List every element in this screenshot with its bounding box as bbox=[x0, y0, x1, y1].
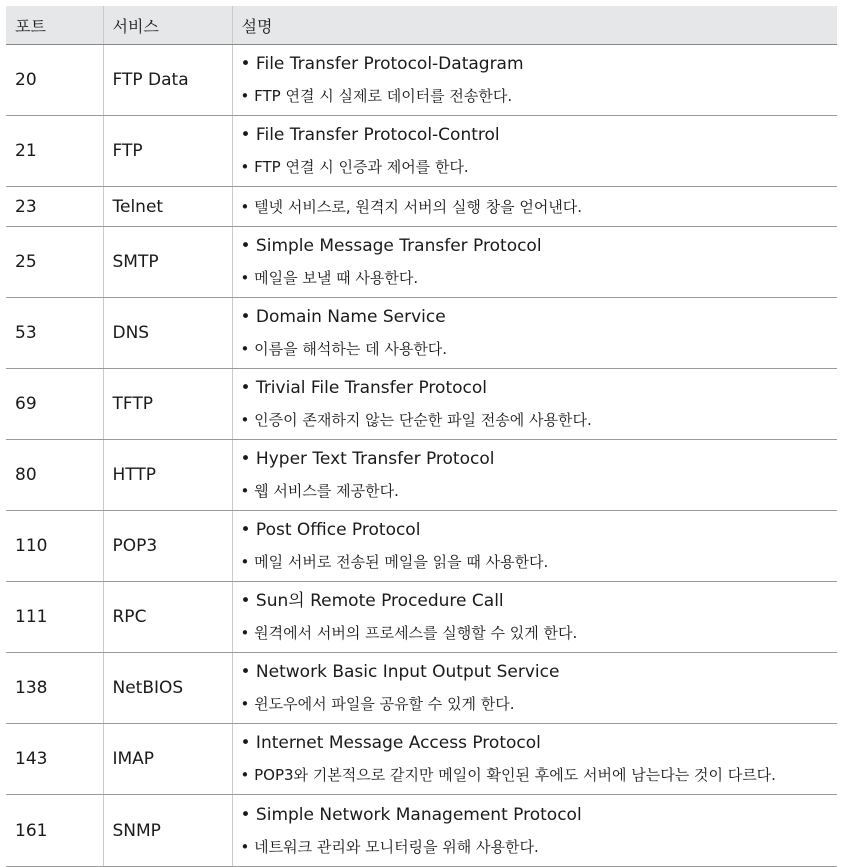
header-description: 설명 bbox=[232, 6, 837, 45]
service-cell: SNMP bbox=[103, 795, 232, 867]
description-line: • 메일 서버로 전송된 메일을 읽을 때 사용한다. bbox=[240, 553, 549, 571]
description-line: • FTP 연결 시 실제로 데이터를 전송한다. bbox=[240, 87, 513, 105]
port-cell: 69 bbox=[6, 369, 103, 440]
table-header bbox=[6, 6, 837, 45]
port-cell: 143 bbox=[6, 724, 103, 795]
port-cell: 20 bbox=[6, 45, 103, 116]
description-cell bbox=[232, 724, 837, 795]
table-row bbox=[6, 653, 837, 724]
description-line: • POP3와 기본적으로 같지만 메일이 확인된 후에도 서버에 남는다는 것이 다르다. bbox=[240, 766, 776, 784]
table-body bbox=[6, 45, 837, 867]
table-row bbox=[6, 511, 837, 582]
description-line: • 네트워크 관리와 모니터링을 위해 사용한다. bbox=[240, 837, 539, 856]
description-line: • File Transfer Protocol-Datagram bbox=[240, 54, 524, 74]
description-line: • FTP 연결 시 인증과 제어를 한다. bbox=[240, 158, 469, 176]
service-cell: FTP Data bbox=[103, 45, 232, 116]
port-cell: 138 bbox=[6, 653, 103, 724]
service-cell: IMAP bbox=[103, 724, 232, 795]
description-line: • Simple Network Management Protocol bbox=[240, 804, 582, 825]
service-cell: Telnet bbox=[103, 187, 232, 227]
description-line: • Network Basic Input Output Service bbox=[240, 662, 560, 682]
description-line: • Internet Message Access Protocol bbox=[240, 733, 541, 753]
description-line: • 원격에서 서버의 프로세스를 실행할 수 있게 한다. bbox=[240, 624, 578, 642]
header-row bbox=[6, 6, 837, 45]
description-line: • 인증이 존재하지 않는 단순한 파일 전송에 사용한다. bbox=[240, 411, 592, 429]
table-row bbox=[6, 298, 837, 369]
description-cell bbox=[232, 187, 837, 227]
port-cell: 161 bbox=[6, 795, 103, 867]
description-cell bbox=[232, 511, 837, 582]
header-port: 포트 bbox=[6, 6, 103, 45]
service-cell: RPC bbox=[103, 582, 232, 653]
table-row bbox=[6, 724, 837, 795]
port-cell: 80 bbox=[6, 440, 103, 511]
port-service-table bbox=[6, 6, 837, 867]
port-cell: 110 bbox=[6, 511, 103, 582]
port-cell: 21 bbox=[6, 116, 103, 187]
description-line: • Domain Name Service bbox=[240, 307, 446, 327]
description-line: • 윈도우에서 파일을 공유할 수 있게 한다. bbox=[240, 695, 515, 713]
table-row bbox=[6, 440, 837, 511]
description-line: • Sun의 Remote Procedure Call bbox=[240, 591, 504, 611]
service-cell: HTTP bbox=[103, 440, 232, 511]
port-cell: 23 bbox=[6, 187, 103, 227]
service-cell: SMTP bbox=[103, 227, 232, 298]
service-cell: DNS bbox=[103, 298, 232, 369]
description-cell bbox=[232, 582, 837, 653]
table-row bbox=[6, 187, 837, 227]
description-line: • 이름을 해석하는 데 사용한다. bbox=[240, 340, 448, 358]
description-line: • 텔넷 서비스로, 원격지 서버의 실행 창을 얻어낸다. bbox=[240, 197, 583, 216]
port-cell: 25 bbox=[6, 227, 103, 298]
table-row bbox=[6, 45, 837, 116]
service-cell: NetBIOS bbox=[103, 653, 232, 724]
description-cell bbox=[232, 440, 837, 511]
port-cell: 111 bbox=[6, 582, 103, 653]
description-line: • 웹 서비스를 제공한다. bbox=[240, 482, 399, 500]
description-cell bbox=[232, 653, 837, 724]
table-row bbox=[6, 795, 837, 867]
description-cell bbox=[232, 116, 837, 187]
service-cell: TFTP bbox=[103, 369, 232, 440]
description-cell bbox=[232, 227, 837, 298]
description-line: • Trivial File Transfer Protocol bbox=[240, 378, 487, 398]
description-line: • File Transfer Protocol-Control bbox=[240, 125, 500, 145]
description-line: • Post Office Protocol bbox=[240, 520, 421, 540]
table-row bbox=[6, 369, 837, 440]
service-cell: FTP bbox=[103, 116, 232, 187]
description-line: • 메일을 보낼 때 사용한다. bbox=[240, 269, 419, 287]
table-row bbox=[6, 116, 837, 187]
description-cell bbox=[232, 298, 837, 369]
table-row bbox=[6, 582, 837, 653]
description-line: • Hyper Text Transfer Protocol bbox=[240, 449, 495, 469]
description-line: • Simple Message Transfer Protocol bbox=[240, 236, 542, 256]
header-service: 서비스 bbox=[103, 6, 232, 45]
description-cell bbox=[232, 795, 837, 867]
table-row bbox=[6, 227, 837, 298]
port-cell: 53 bbox=[6, 298, 103, 369]
description-cell bbox=[232, 369, 837, 440]
service-cell: POP3 bbox=[103, 511, 232, 582]
description-cell bbox=[232, 45, 837, 116]
